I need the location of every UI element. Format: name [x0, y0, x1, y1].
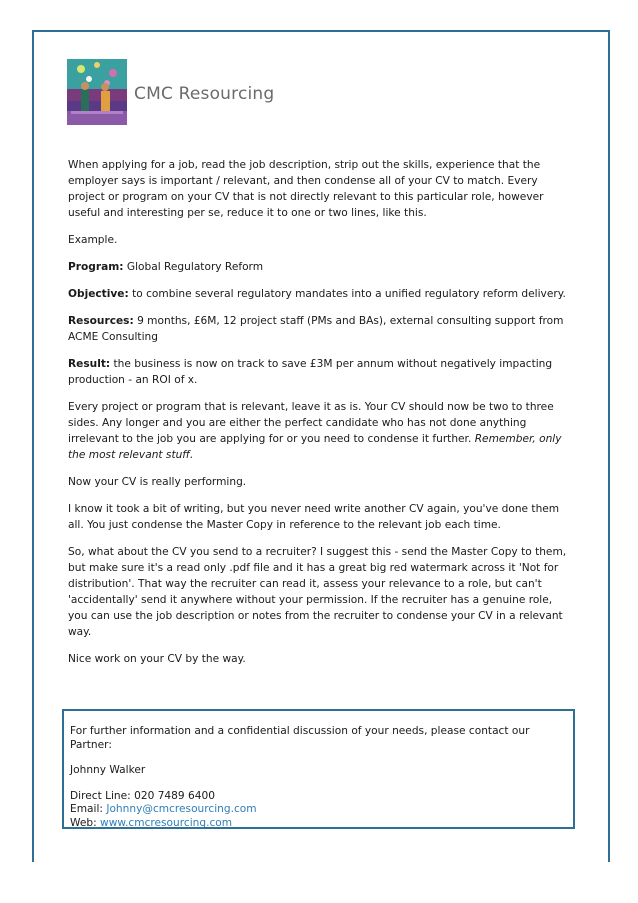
program-value: Global Regulatory Reform	[123, 261, 264, 273]
objective-value: to combine several regulatory mandates into a unified regulatory reform delivery.	[128, 288, 566, 300]
contact-web-row	[70, 817, 563, 831]
contact-email-row	[70, 803, 563, 817]
email-link[interactable]: Johnny@cmcresourcing.com	[106, 803, 257, 815]
contact-name: Johnny Walker	[70, 764, 146, 776]
brand-name: CMC Resourcing	[134, 84, 275, 104]
email-label: Email:	[70, 803, 107, 815]
contact-box	[62, 709, 575, 829]
company-logo	[67, 59, 127, 125]
relevant-emphasis: Remember, only the most relevant stuff.	[68, 433, 562, 461]
result-label: Result:	[68, 358, 111, 370]
closing-paragraph: Nice work on your CV by the way.	[68, 653, 246, 665]
relevant-text: Every project or program that is relevant, leave it as is. Your CV should now be two to three sides. Any longer and you are either the perfect candidate who has not done anything irrelevant to the job you are applying for or you need to condense it further.	[68, 401, 554, 445]
example-objective	[68, 286, 568, 302]
contact-direct-line: Direct Line: 020 7489 6400	[70, 789, 215, 802]
relevant-paragraph	[68, 399, 568, 463]
writing-paragraph: I know it took a bit of writing, but you never need write another CV again, you've done them all. You just condense the Master Copy in reference to the relevant job each time.	[68, 503, 560, 531]
contact-intro: For further information and a confidential discussion of your needs, please contact our Partner:	[70, 725, 530, 751]
web-label: Web:	[70, 816, 101, 829]
resources-label: Resources:	[68, 315, 134, 327]
objective-label: Objective:	[68, 288, 129, 300]
performing-paragraph: Now your CV is really performing.	[68, 476, 247, 488]
example-result	[68, 356, 568, 388]
article-body	[68, 157, 568, 678]
recruiter-paragraph: So, what about the CV you send to a recruiter? I suggest this - send the Master Copy to them, but make sure it's a read only .pdf file and it has a great big red watermark across it 'Not for distribution'. That way the recruiter can read it, assess your relevance to a role, but can't 'accidentally' send it anywhere without your permission. If the recruiter has a genuine role, you can use the job description or notes from the recruiter to condense your CV in a relevant way.	[68, 546, 567, 638]
web-link[interactable]: www.cmcresourcing.com	[100, 816, 233, 829]
example-program	[68, 259, 568, 275]
resources-value: 9 months, £6M, 12 project staff (PMs and BAs), external consulting support from ACME Consulting	[68, 315, 564, 343]
program-label: Program:	[68, 261, 124, 273]
example-label: Example.	[68, 234, 118, 246]
intro-paragraph: When applying for a job, read the job description, strip out the skills, experience that the employer says is important / relevant, and then condense all of your CV to match. Every project or program on your CV that is not directly relevant to this particular role, however useful and interesting per se, reduce it to one or two lines, like this.	[68, 159, 544, 219]
result-value: the business is now on track to save £3M per annum without negatively impacting production - an ROI of x.	[68, 358, 553, 386]
example-resources	[68, 313, 568, 345]
